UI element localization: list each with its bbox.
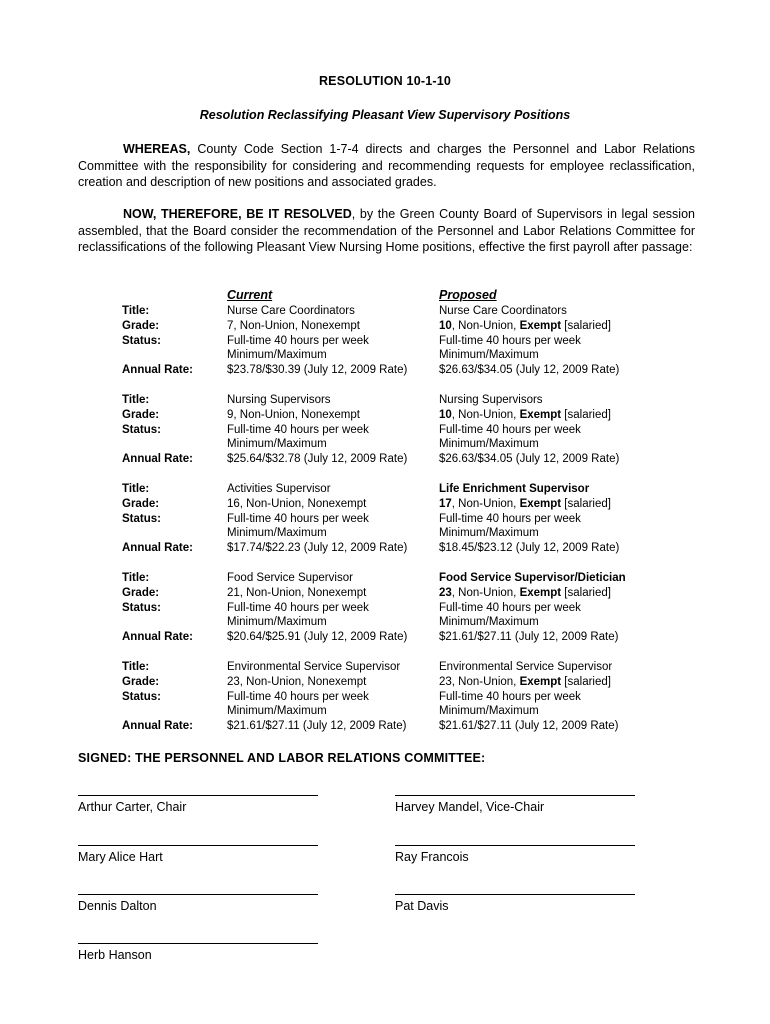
signature-line xyxy=(78,795,318,814)
position-row xyxy=(0,704,770,719)
position-row xyxy=(0,334,770,349)
proposed-value: Environmental Service Supervisor xyxy=(439,661,613,673)
row-label: Annual Rate: xyxy=(122,542,193,555)
position-row xyxy=(0,719,770,734)
current-value: Minimum/Maximum xyxy=(227,349,327,362)
current-value: 16, Non-Union, Nonexempt xyxy=(227,497,367,510)
proposed-grade-part: , Non-Union, xyxy=(451,408,520,421)
row-label: Title: xyxy=(122,305,150,317)
proposed-grade-part: , Non-Union, xyxy=(451,497,520,510)
position-row xyxy=(0,586,770,601)
proposed-value: Minimum/Maximum xyxy=(439,349,539,362)
signatory-name: Herb Hanson xyxy=(78,948,152,962)
current-value: Minimum/Maximum xyxy=(227,616,327,629)
signatory-name: Pat Davis xyxy=(395,899,449,913)
proposed-grade-part: Exempt xyxy=(519,497,562,510)
row-label: Grade: xyxy=(122,408,160,421)
proposed-grade-part: , Non-Union, xyxy=(451,319,520,332)
current-value: 23, Non-Union, Nonexempt xyxy=(227,675,367,688)
resolution-subtitle: Resolution Reclassifying Pleasant View Supervisory Positions xyxy=(199,108,571,122)
signature-rule xyxy=(395,795,635,796)
proposed-value: $21.61/$27.11 (July 12, 2009 Rate) xyxy=(439,720,619,733)
proposed-value: Full-time 40 hours per week xyxy=(439,601,581,614)
position-row xyxy=(0,601,770,616)
proposed-value: Nursing Supervisors xyxy=(439,394,543,406)
current-value: $20.64/$25.91 (July 12, 2009 Rate) xyxy=(227,631,408,644)
proposed-value: Food Service Supervisor/Dietician xyxy=(439,572,626,584)
position-row xyxy=(0,452,770,467)
position-row xyxy=(0,363,770,378)
signature-line xyxy=(395,894,635,913)
current-value: Food Service Supervisor xyxy=(227,572,353,584)
current-value: Activities Supervisor xyxy=(227,483,331,495)
row-label: Status: xyxy=(122,512,161,525)
current-column-heading: Current xyxy=(227,288,273,302)
signature-line xyxy=(78,943,318,962)
proposed-grade-part: 10 xyxy=(439,319,452,332)
proposed-value xyxy=(439,319,611,334)
position-row xyxy=(0,660,770,675)
signature-rule xyxy=(78,795,318,796)
current-value: 9, Non-Union, Nonexempt xyxy=(227,408,360,421)
position-row xyxy=(0,497,770,512)
proposed-value xyxy=(439,586,611,601)
proposed-grade-part: 17 xyxy=(439,497,452,510)
current-value: Nurse Care Coordinators xyxy=(227,305,355,317)
current-value: Minimum/Maximum xyxy=(227,438,327,451)
signature-line xyxy=(78,845,318,864)
signature-rule xyxy=(395,845,635,846)
proposed-grade-part: [salaried] xyxy=(561,675,611,688)
proposed-value: Full-time 40 hours per week xyxy=(439,334,581,347)
current-value: Full-time 40 hours per week xyxy=(227,512,369,525)
proposed-value: Minimum/Maximum xyxy=(439,705,539,718)
position-row xyxy=(0,482,770,497)
proposed-grade-part: [salaried] xyxy=(561,586,611,599)
proposed-value xyxy=(439,408,611,423)
row-label: Grade: xyxy=(122,675,160,688)
signatory-name: Mary Alice Hart xyxy=(78,850,163,864)
whereas-lead: WHEREAS, xyxy=(123,142,191,156)
proposed-grade-part: 10 xyxy=(439,408,452,421)
resolved-paragraph xyxy=(78,206,695,256)
position-row xyxy=(0,571,770,586)
current-value: Full-time 40 hours per week xyxy=(227,601,369,614)
proposed-grade-part: Exempt xyxy=(519,319,562,332)
row-label: Title: xyxy=(122,483,150,495)
row-label: Grade: xyxy=(122,497,160,510)
proposed-value: Minimum/Maximum xyxy=(439,527,539,540)
signature-line xyxy=(395,795,635,814)
position-row xyxy=(0,423,770,438)
position-row xyxy=(0,541,770,556)
row-label: Grade: xyxy=(122,319,160,332)
row-label: Annual Rate: xyxy=(122,453,193,466)
position-row xyxy=(0,615,770,630)
current-value: Full-time 40 hours per week xyxy=(227,423,369,436)
position-row xyxy=(0,630,770,645)
row-label: Status: xyxy=(122,690,161,703)
signed-heading: SIGNED: THE PERSONNEL AND LABOR RELATIONS COMMITTEE: xyxy=(78,751,486,765)
current-value: Full-time 40 hours per week xyxy=(227,690,369,703)
proposed-value: Full-time 40 hours per week xyxy=(439,423,581,436)
current-value: 7, Non-Union, Nonexempt xyxy=(227,319,360,332)
current-value: Full-time 40 hours per week xyxy=(227,334,369,347)
proposed-value: $26.63/$34.05 (July 12, 2009 Rate) xyxy=(439,453,620,466)
signatory-name: Dennis Dalton xyxy=(78,899,157,913)
whereas-text: County Code Section 1-7-4 directs and charges the Personnel and Labor Relations Committee with the responsibility for considering and recommending requests for employee reclassification, creation and description of new positions and associated grades. xyxy=(78,142,695,189)
proposed-grade-part: , Non-Union, xyxy=(451,675,520,688)
position-row xyxy=(0,348,770,363)
row-label: Title: xyxy=(122,394,150,406)
row-label: Title: xyxy=(122,572,150,584)
position-row xyxy=(0,304,770,319)
proposed-grade-part: 23 xyxy=(439,675,452,688)
proposed-value: Minimum/Maximum xyxy=(439,616,539,629)
row-label: Annual Rate: xyxy=(122,631,193,644)
row-label: Grade: xyxy=(122,586,160,599)
proposed-grade-part: [salaried] xyxy=(561,319,611,332)
proposed-value xyxy=(439,497,611,512)
proposed-grade-part: , Non-Union, xyxy=(451,586,520,599)
proposed-value: Life Enrichment Supervisor xyxy=(439,483,590,495)
position-row xyxy=(0,408,770,423)
resolution-title: RESOLUTION 10-1-10 xyxy=(318,74,452,88)
resolved-text: , by the Green County Board of Supervisors in legal session assembled, that the Board consider the recommendation of the Personnel and Labor Relations Committee for reclassifications of the following Pleasant View Nursing Home positions, effective the first payroll after passage: xyxy=(78,207,695,254)
row-label: Annual Rate: xyxy=(122,720,193,733)
row-label: Status: xyxy=(122,601,161,614)
current-value: Environmental Service Supervisor xyxy=(227,661,401,673)
current-value: $23.78/$30.39 (July 12, 2009 Rate) xyxy=(227,364,408,377)
proposed-value: $18.45/$23.12 (July 12, 2009 Rate) xyxy=(439,542,620,555)
proposed-value: $21.61/$27.11 (July 12, 2009 Rate) xyxy=(439,631,619,644)
row-label: Title: xyxy=(122,661,150,673)
current-value: Nursing Supervisors xyxy=(227,394,331,406)
proposed-grade-part: Exempt xyxy=(519,675,562,688)
signatory-name: Arthur Carter, Chair xyxy=(78,800,187,814)
proposed-grade-part: Exempt xyxy=(519,408,562,421)
position-row xyxy=(0,437,770,452)
position-row xyxy=(0,393,770,408)
whereas-paragraph xyxy=(78,141,695,191)
position-row xyxy=(0,512,770,527)
proposed-column-heading: Proposed xyxy=(439,288,497,302)
position-row xyxy=(0,690,770,705)
proposed-grade-part: [salaried] xyxy=(561,497,611,510)
current-value: Minimum/Maximum xyxy=(227,527,327,540)
current-value: $17.74/$22.23 (July 12, 2009 Rate) xyxy=(227,542,408,555)
position-row xyxy=(0,526,770,541)
proposed-grade-part: Exempt xyxy=(519,586,562,599)
proposed-value: Minimum/Maximum xyxy=(439,438,539,451)
signature-line xyxy=(395,845,635,864)
proposed-grade-part: [salaried] xyxy=(561,408,611,421)
proposed-value: $26.63/$34.05 (July 12, 2009 Rate) xyxy=(439,364,620,377)
resolved-lead: NOW, THEREFORE, BE IT RESOLVED xyxy=(123,207,352,221)
proposed-value xyxy=(439,675,611,690)
row-label: Annual Rate: xyxy=(122,364,193,377)
signatory-name: Ray Francois xyxy=(395,850,469,864)
signature-rule xyxy=(395,894,635,895)
proposed-value: Full-time 40 hours per week xyxy=(439,512,581,525)
current-value: Minimum/Maximum xyxy=(227,705,327,718)
current-value: 21, Non-Union, Nonexempt xyxy=(227,586,367,599)
row-label: Status: xyxy=(122,423,161,436)
proposed-grade-part: 23 xyxy=(439,586,452,599)
position-row xyxy=(0,675,770,690)
signatory-name: Harvey Mandel, Vice-Chair xyxy=(395,800,545,814)
signature-rule xyxy=(78,894,318,895)
current-value: $21.61/$27.11 (July 12, 2009 Rate) xyxy=(227,720,407,733)
signature-rule xyxy=(78,943,318,944)
row-label: Status: xyxy=(122,334,161,347)
proposed-value: Full-time 40 hours per week xyxy=(439,690,581,703)
position-row xyxy=(0,319,770,334)
current-value: $25.64/$32.78 (July 12, 2009 Rate) xyxy=(227,453,408,466)
signature-line xyxy=(78,894,318,913)
proposed-value: Nurse Care Coordinators xyxy=(439,305,567,317)
signature-rule xyxy=(78,845,318,846)
